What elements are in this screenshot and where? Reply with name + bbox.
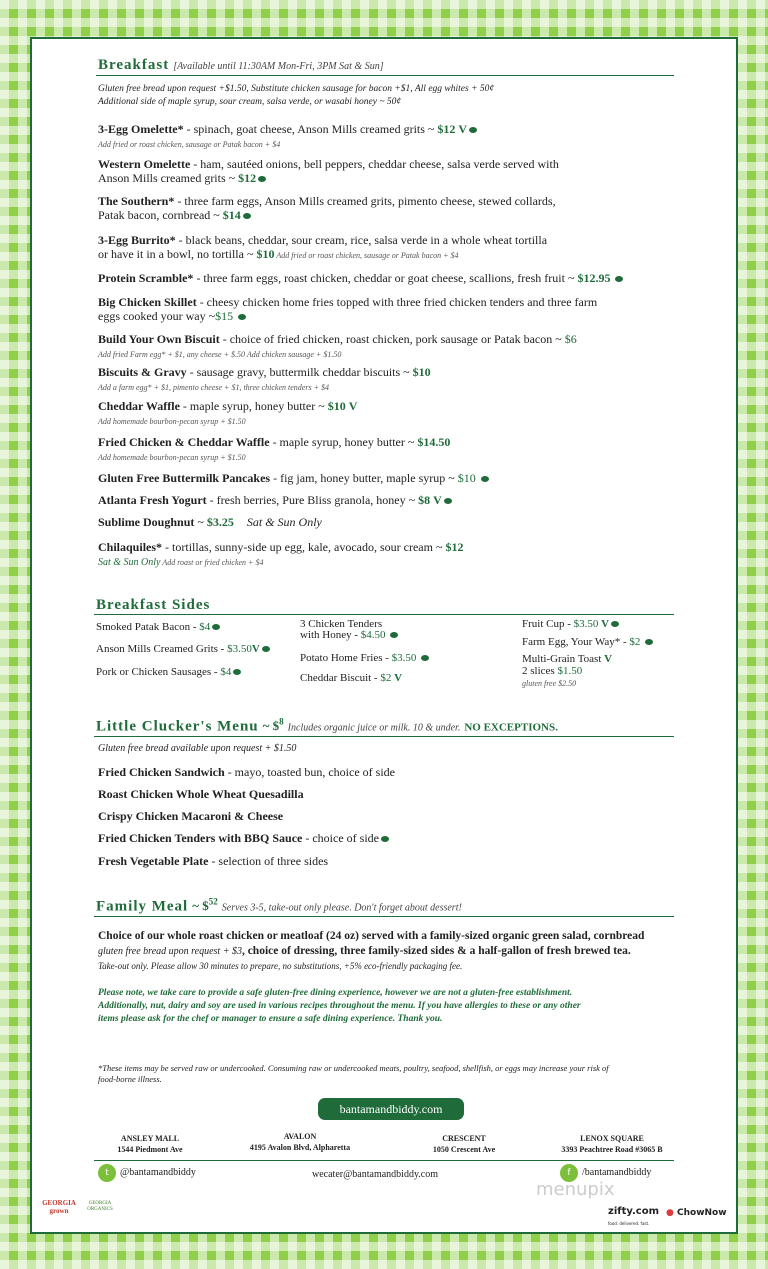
clucker-bread-note: Gluten free bread available upon request + $1.50 [98,743,297,754]
georgia-grown-logo: GEORGIA grown [42,1199,76,1215]
menu-item-gluten-free-pancakes: Gluten Free Buttermilk Pancakes - fig jam, honey butter, maple syrup ~ $10 [98,471,489,485]
side-farm-egg: Farm Egg, Your Way* - $2 [522,636,653,649]
breakfast-rule [96,75,674,76]
kids-item-sandwich: Fried Chicken Sandwich - mayo, toasted bun, choice of side [98,765,395,779]
gluten-free-icon [233,669,241,675]
menu-item-the-southern: The Southern* - three farm eggs, Anson Mills creamed grits, pimento cheese, stewed collards, Patak bacon, cornbread ~ $14 [98,194,556,222]
side-sausages: Pork or Chicken Sausages - $4 [96,666,241,679]
side-chicken-tenders: 3 Chicken Tenders with Honey - $4.50 [300,619,398,641]
clucker-rule [94,736,674,737]
gluten-free-icon [238,314,246,320]
menu-item-sublime-doughnut: Sublime Doughnut ~ $3.25 Sat & Sun Only [98,515,322,529]
menu-item-3-egg-omelette: 3-Egg Omelette* - spinach, goat cheese, Anson Mills creamed grits ~ $12 V Add fried or roast chicken, sausage or Patak bacon + $4 [98,122,477,152]
family-heading: Family Meal ~ \$$^{52}$ Serves 3-5, take-out only please. Don't forget about dessert! [96,897,462,915]
menu-item-big-chicken-skillet: Big Chicken Skillet - cheesy chicken home fries topped with three fried chicken tenders and three farm eggs cooked your way ~$15 [98,295,598,323]
sides-rule [94,614,674,615]
gluten-free-icon [243,213,251,219]
menu-item-western-omelette: Western Omelette - ham, sautéed onions, bell peppers, cheddar cheese, salsa verde served with Anson Mills creamed grits ~ $12 [98,157,559,185]
gluten-free-icon [469,127,477,133]
gluten-free-icon [390,632,398,638]
facebook-icon[interactable]: f [560,1164,578,1182]
clucker-title: Little Clucker's Menu [96,718,259,735]
kids-item-vegetable-plate: Fresh Vegetable Plate - selection of three sides [98,854,329,868]
breakfast-title: Breakfast [98,57,170,73]
gluten-free-icon [421,655,429,661]
location-crescent: CRESCENT 1050 Crescent Ave [432,1134,496,1154]
kids-item-mac-cheese: Crispy Chicken Macaroni & Cheese [98,809,284,823]
gluten-free-icon [481,476,489,482]
catering-email[interactable]: wecater@bantamandbiddy.com [312,1169,439,1180]
location-avalon: AVALON 4195 Avalon Blvd, Alpharetta [249,1132,351,1152]
gluten-free-icon [262,646,270,652]
gluten-free-icon [444,498,452,504]
gluten-free-icon [611,621,619,627]
twitter-icon[interactable]: t [98,1164,116,1182]
menu-item-protein-scramble: Protein Scramble* - three farm eggs, roast chicken, cheddar or goat cheese, scallions, fresh fruit ~ $12.95 [98,271,623,285]
menu-item-chilaquiles: Chilaquiles* - tortillas, sunny-side up egg, kale, avocado, sour cream ~ $12 Sat & Sun Only Add roast or fried chicken + $4 [98,540,464,568]
side-home-fries: Potato Home Fries - $3.50 [300,652,429,665]
gluten-free-icon [645,639,653,645]
family-title: Family Meal [96,898,189,915]
raw-food-disclaimer: *These items may be served raw or undercooked. Consuming raw or undercooked meats, poultry, seafood, shellfish, or eggs may increase your risk of food-borne illness. [98,1063,609,1084]
twitter-handle[interactable]: @bantamandbiddy [120,1167,196,1178]
kids-item-quesadilla: Roast Chicken Whole Wheat Quesadilla [98,787,304,801]
side-fruit-cup: Fruit Cup - $3.50 V [522,618,619,631]
family-rule [94,916,674,917]
gluten-free-icon [381,836,389,842]
menu-item-build-your-own-biscuit: Build Your Own Biscuit - choice of fried chicken, roast chicken, pork sausage or Patak bacon ~ $6 Add fried Farm egg* + $1, any cheese + $.50 Add chicken sausage + $1.50 [98,332,577,359]
kids-item-tenders: Fried Chicken Tenders with BBQ Sauce - choice of side [98,831,389,845]
breakfast-note-1: Gluten free bread upon request +$1.50, Substitute chicken sausage for bacon +$1, All egg whites + 50¢ [98,84,495,94]
facebook-handle[interactable]: /bantamandbiddy [582,1167,652,1178]
sides-title: Breakfast Sides [96,597,211,613]
family-line-3: Take-out only. Please allow 30 minutes to prepare, no substitutions, +5% eco-friendly packaging fee. [98,961,463,971]
zifty-logo[interactable]: zifty.com food. delivered. fast. [608,1206,659,1226]
website-link[interactable]: bantamandbiddy.com [318,1098,464,1120]
menu-item-fried-chicken-cheddar-waffle: Fried Chicken & Cheddar Waffle - maple syrup, honey butter ~ $14.50 Add homemade bourbon-pecan syrup + $1.50 [98,435,451,462]
menu-item-biscuits-gravy: Biscuits & Gravy - sausage gravy, buttermilk cheddar biscuits ~ $10 Add a farm egg* + $1, pimento cheese + $1, three chicken tenders + $4 [98,365,431,392]
side-grits: Anson Mills Creamed Grits - $3.50V [96,643,270,656]
breakfast-heading [98,56,384,74]
footer-rule [94,1160,674,1161]
gluten-free-icon [615,276,623,282]
menupix-watermark: menupix [536,1179,615,1200]
breakfast-note-2: Additional side of maple syrup, sour cream, salsa verde, or wasabi honey ~ 50¢ [98,97,402,107]
menu-sheet [30,37,738,1234]
georgia-organics-logo: GEORGIA ORGANICS [87,1201,113,1212]
location-lenox: LENOX SQUARE 3393 Peachtree Road #3065 B [561,1134,663,1154]
menu-item-atlanta-fresh-yogurt: Atlanta Fresh Yogurt - fresh berries, Pure Bliss granola, honey ~ $8 V [98,493,452,507]
chownow-logo[interactable]: ● ChowNow [666,1208,727,1218]
side-cheddar-biscuit: Cheddar Biscuit - $2 V [300,672,403,684]
family-line-2: gluten free bread upon request + $3, choice of dressing, three family-sized sides & a half-gallon of fresh brewed tea. [98,945,631,957]
menu-item-3-egg-burrito: 3-Egg Burrito* - black beans, cheddar, sour cream, rice, salsa verde in a whole wheat tortilla or have it in a bowl, no tortilla ~ $10 Add fried or roast chicken, sausage or Patak bacon + $4 [98,233,548,261]
allergy-note: Please note, we take care to provide a safe gluten-free dining experience, however we are not a gluten-free establishment. Additionally, nut, dairy and soy are used in various recipes throughout the menu. If you have allergies to these or any other items please ask for the chef or manager to ensure a safe dining experience. Thank you. [98,988,581,1024]
clucker-heading: Little Clucker's Menu ~ \$$^8$ Includes organic juice or milk. 10 & under. NO EXCEPTIONS. [96,717,558,735]
gluten-free-icon [258,176,266,182]
menu-item-cheddar-waffle: Cheddar Waffle - maple syrup, honey butter ~ $10 V Add homemade bourbon-pecan syrup + $1.50 [98,399,358,426]
location-ansley: ANSLEY MALL 1544 Piedmont Ave [117,1134,183,1154]
breakfast-availability: [Available until 11:30AM Mon-Fri, 3PM Sat & Sun] [173,61,384,72]
side-multigrain-toast: Multi-Grain Toast V 2 slices $1.50 gluten free $2.50 [522,653,613,688]
family-line-1: Choice of our whole roast chicken or meatloaf (24 oz) served with a family-sized organic green salad, cornbread [98,930,645,942]
side-bacon: Smoked Patak Bacon - $4 [96,621,220,634]
gluten-free-icon [212,624,220,630]
